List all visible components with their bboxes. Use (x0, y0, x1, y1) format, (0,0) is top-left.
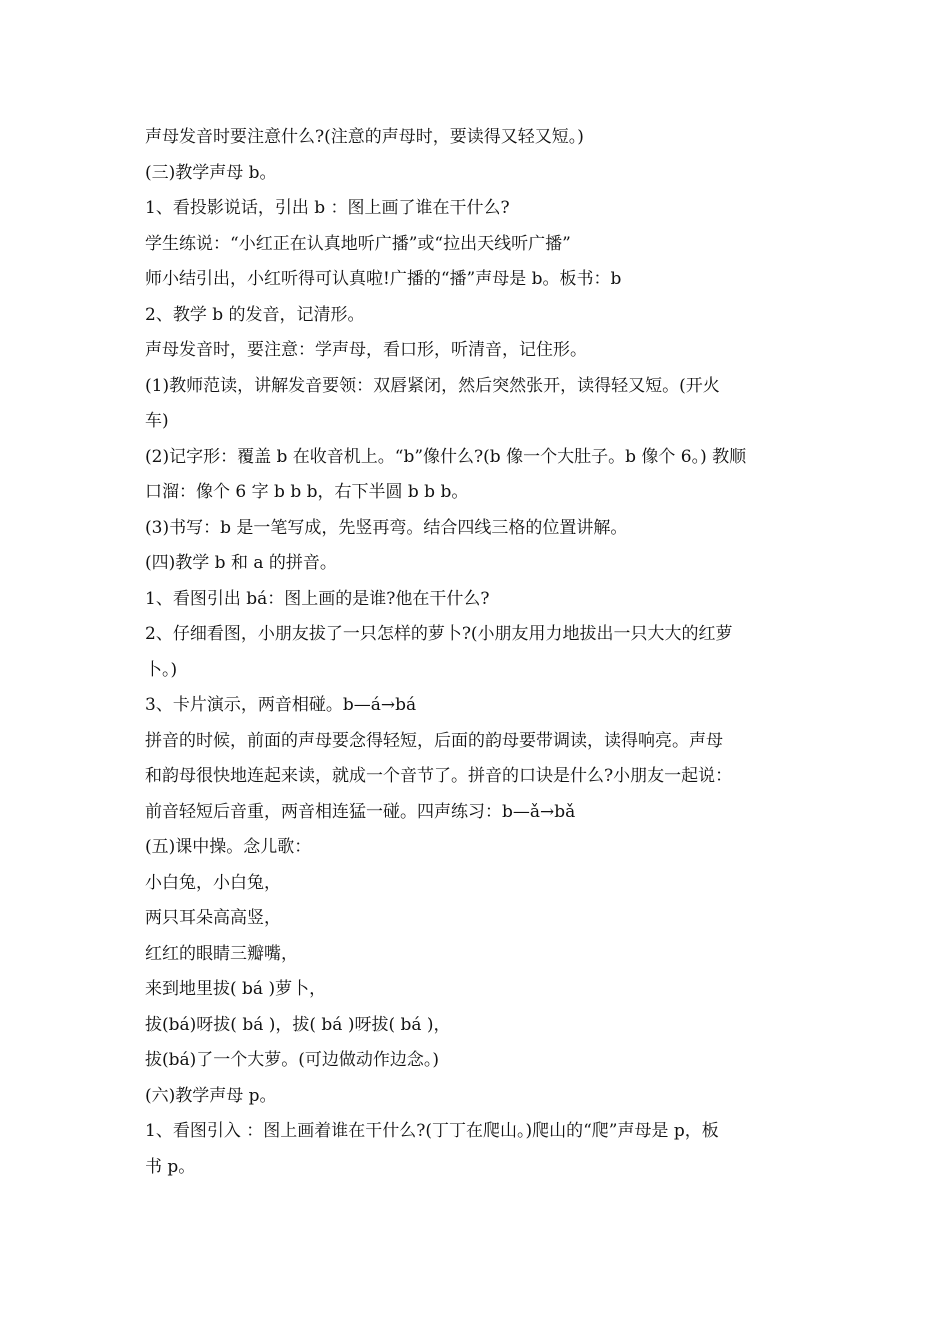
text-line: 学生练说：“小红正在认真地听广播”或“拉出天线听广播” (145, 233, 571, 254)
text-line: 声母发音时要注意什么?(注意的声母时，要读得又轻又短。) (145, 127, 584, 147)
rhyme-line: 来到地里拔( bá )萝卜， (145, 979, 327, 999)
text-line: (3)书写：b 是一笔写成，先竖再弯。结合四线三格的位置讲解。 (145, 517, 628, 538)
text-line: 师小结引出，小红听得可认真啦!广播的“播”声母是 b。板书：b (145, 269, 622, 289)
rhyme-line: 小白兔，小白兔， (145, 872, 281, 893)
text-line: 书 p。 (145, 1156, 196, 1177)
text-line: 3、卡片演示，两音相碰。b—á→bá (145, 695, 417, 715)
text-line: 声母发音时，要注意：学声母，看口形，听清音，记住形。 (145, 340, 587, 360)
text-line: 1、看图引出 bá：图上画的是谁?他在干什么? (145, 588, 490, 609)
rhyme-line: 两只耳朵高高竖， (145, 908, 281, 928)
section-heading-4: (四)教学 b 和 a 的拼音。 (145, 553, 337, 573)
text-line: 前音轻短后音重，两音相连猛一碰。四声练习：b—ǎ→bǎ (145, 801, 576, 822)
section-heading-5: (五)课中操。念儿歌： (145, 837, 312, 857)
text-line: 车) (145, 411, 169, 431)
text-line: 2、仔细看图，小朋友拔了一只怎样的萝卜?(小朋友用力地拔出一只大大的红萝 (145, 624, 733, 644)
text-line: 和韵母很快地连起来读，就成一个音节了。拼音的口诀是什么?小朋友一起说： (145, 766, 733, 786)
text-line: 口溜：像个 6 字 b b b，右下半圆 b b b。 (145, 482, 469, 502)
text-line: 卜。) (145, 659, 178, 680)
text-line: 拼音的时候，前面的声母要念得轻短，后面的韵母要带调读，读得响亮。声母 (145, 730, 723, 751)
section-heading-3: (三)教学声母 b。 (145, 162, 277, 183)
text-line: (1)教师范读，讲解发音要领：双唇紧闭，然后突然张开，读得轻又短。(开火 (145, 375, 720, 396)
text-line: 2、教学 b 的发音，记清形。 (145, 304, 365, 325)
rhyme-line: 红红的眼睛三瓣嘴， (145, 943, 298, 964)
rhyme-line: 拔(bá)呀拔( bá )，拔( bá )呀拔( bá )， (145, 1014, 451, 1035)
text-line: (2)记字形：覆盖 b 在收音机上。“b”像什么?(b 像一个大肚子。b 像个 6。) 教顺 (145, 446, 747, 467)
rhyme-line: 拔(bá)了一个大萝。(可边做动作边念。) (145, 1050, 440, 1070)
text-line: 1、看图引入 ：图上画着谁在干什么?(丁丁在爬山。)爬山的“爬”声母是 p，板 (145, 1121, 719, 1141)
section-heading-6: (六)教学声母 p。 (145, 1085, 277, 1106)
text-line: 1、看投影说话，引出 b ：图上画了谁在干什么? (145, 198, 510, 218)
lesson-plan-text (145, 120, 810, 1185)
